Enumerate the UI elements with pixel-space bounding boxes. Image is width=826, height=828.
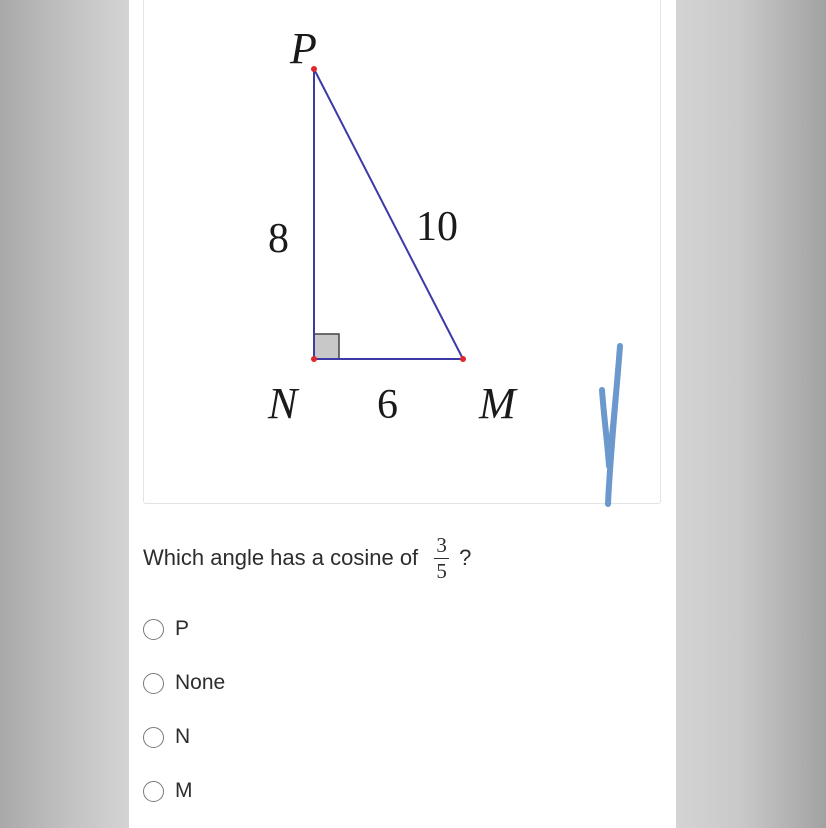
radio-button[interactable] [143, 619, 164, 640]
fraction-three-fifths [434, 534, 449, 582]
option-m[interactable] [143, 764, 225, 818]
question-suffix: ? [459, 545, 472, 570]
fraction-numerator: 3 [436, 533, 447, 557]
question-prefix: Which angle has a cosine of [143, 545, 419, 570]
option-label: M [175, 779, 193, 802]
vertex-label-m: M [479, 379, 516, 428]
side-label-nm: 6 [377, 382, 398, 428]
vertex-m-point [460, 356, 466, 362]
option-label: None [175, 671, 226, 694]
right-angle-marker [314, 334, 339, 359]
option-n[interactable] [143, 710, 225, 764]
option-label: P [175, 617, 190, 640]
side-label-pn: 8 [268, 216, 289, 262]
triangle-diagram [144, 0, 662, 504]
answer-options [143, 602, 225, 818]
option-none[interactable] [143, 656, 225, 710]
side-label-pm: 10 [416, 204, 458, 250]
vertex-label-n: N [268, 379, 298, 428]
question-text [143, 530, 471, 586]
fraction-denominator: 5 [436, 559, 447, 583]
radio-button[interactable] [143, 781, 164, 802]
vertex-label-p: P [290, 24, 317, 73]
triangle-figure [143, 0, 661, 504]
option-p[interactable] [143, 602, 225, 656]
vertex-n-point [311, 356, 317, 362]
radio-button[interactable] [143, 727, 164, 748]
pen-stroke-mark [590, 338, 640, 508]
radio-button[interactable] [143, 673, 164, 694]
option-label: N [175, 725, 191, 748]
